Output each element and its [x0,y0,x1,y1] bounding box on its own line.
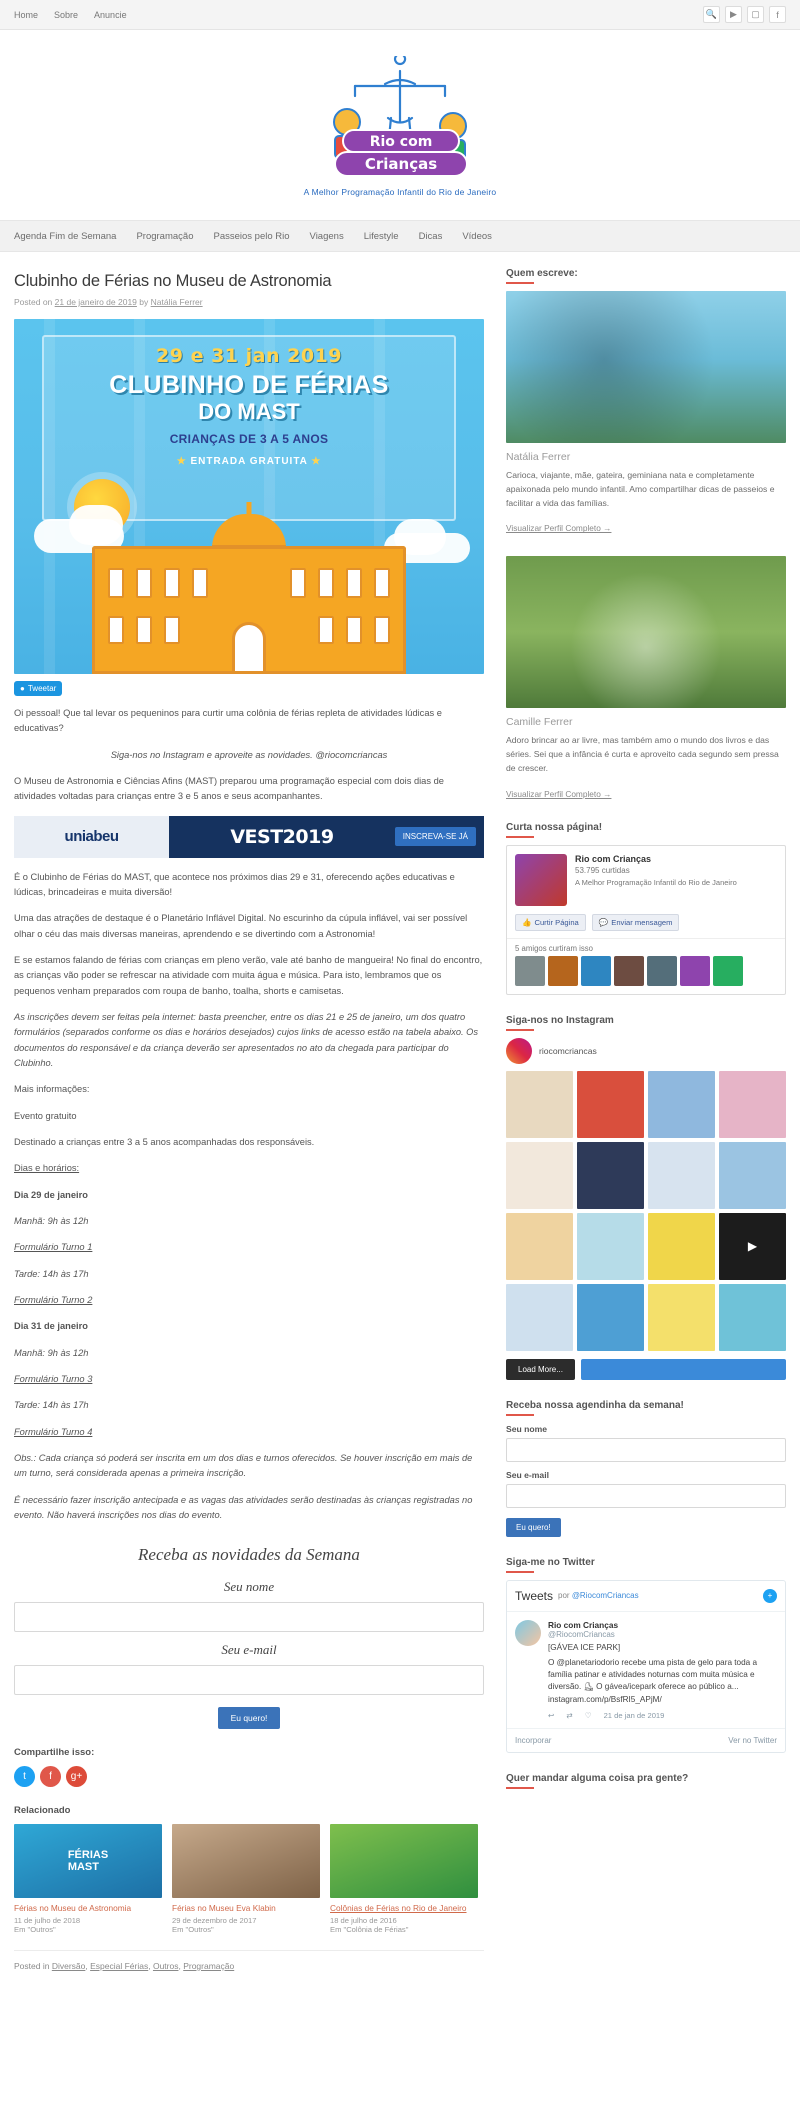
instagram-post[interactable] [506,1213,573,1280]
post-paragraph-5: E se estamos falando de férias com crianças em pleno verão, vale até banho de mangueira! No final do encontro, as crianças vão poder se refrescar na atividade com muita água e música. Para isto, lembramos que os pequenos venham preparados com roupa de banho, toalha, shorts e camisetas. [14,954,483,996]
instagram-post[interactable] [648,1284,715,1351]
post-meta-prefix: Posted on [14,297,53,307]
post-schedule-label: Dias e horários: [14,1163,80,1174]
museum-building-graphic [92,546,406,674]
instagram-heading: Siga-nos no Instagram [506,1015,786,1031]
sidebar-newsletter-form [506,1400,786,1537]
related-date: 11 de julho de 2018 [14,1915,81,1925]
twitter-widget [506,1557,786,1753]
schedule-day-2-morning: Manhã: 9h às 12h [14,1347,89,1358]
post-paragraph-2: O Museu de Astronomia e Ciências Afins (MAST) preparou uma programação especial com dois dias de atividades voltadas para crianças entre 3 e 5 anos e seus acompanhantes. [14,775,444,802]
related-title[interactable]: Férias no Museu de Astronomia [14,1903,132,1914]
post-featured-image [14,319,484,674]
post-author-link[interactable]: Natália Ferrer [150,297,203,307]
page-title: Clubinho de Férias no Museu de Astronomia [14,272,332,290]
instagram-grid [506,1071,786,1351]
instagram-post[interactable] [577,1071,644,1138]
christ-redeemer-logo-icon [285,56,515,181]
related-card[interactable] [172,1824,320,1934]
ad-brand [14,816,169,858]
author-photo-camille [506,556,786,708]
thumbs-up-icon: 👍 [522,917,532,927]
facebook-widget [506,822,786,995]
share-label: Compartilhe isso: [14,1747,95,1759]
related-title[interactable]: Férias no Museu Eva Klabin [172,1903,276,1914]
sidebar-newsletter-submit-button[interactable]: Eu quero! [506,1518,561,1537]
flyer-line-4-text: ENTRADA GRATUITA [190,455,308,467]
related-date: 18 de julho de 2016 [330,1915,397,1925]
authors-widget [506,268,786,536]
post-event-free: Evento gratuito [14,1110,77,1121]
instagram-follow-bar[interactable] [581,1359,786,1380]
instagram-post[interactable] [577,1284,644,1351]
contact-widget [506,1773,786,1789]
related-date: 29 de dezembro de 2017 [172,1915,257,1925]
facebook-friends-text: 5 amigos curtiram isso [507,938,785,956]
author-bio: Adoro brincar ao ar livre, mas também amo o mundo dos livros e das séries. Sei que a infância é curta e aproveito cada segundo sem pressa de crescer. [506,735,779,773]
flyer-line-2: DO MAST [198,398,300,424]
facebook-page-name: Rio com Crianças [575,853,652,864]
twitter-heading: Siga-me no Twitter [506,1557,786,1573]
related-label: Relacionado [14,1805,71,1817]
post-paragraph-inscricoes: As inscrições devem ser feitas pela internet: basta preencher, entre os dias 21 e 25 de janeiro, um dos quatro formulários (separados conforme os dias e horários desejados) cujos links de acesso estão na tabela abaixo. Os documentos do responsável e da criança deverão ser apresentados no ato da chegada para participar do Clubinho. [14,1011,479,1068]
category-link-programacao[interactable]: Programação [183,1960,235,1971]
twitter-icon[interactable]: t [14,1766,35,1787]
tweet-text: O @planetariodorio recebe uma pista de gelo para toda a família patinar e atividades noturnas com muita música e diversão. ⛸ O gávea/icepark oferece ao público a... instagram.com/p/BsfRI5_APjM/ [548,1657,758,1704]
newsletter-email-input[interactable] [14,1665,484,1695]
nav-lifestyle[interactable]: Lifestyle [363,230,399,242]
post-target-audience: Destinado a crianças entre 3 a 5 anos acompanhadas dos responsáveis. [14,1136,315,1147]
newsletter-email-label: Seu e-mail [221,1642,277,1658]
instagram-avatar [506,1038,532,1064]
nav-agenda-fim-de-semana[interactable]: Agenda Fim de Semana [14,230,117,242]
instagram-post[interactable] [577,1213,644,1280]
related-category: Em "Outros" [14,1924,56,1934]
category-link-especial-ferias[interactable]: Especial Férias [90,1960,149,1971]
schedule-form-link-1[interactable]: Formulário Turno 1 [14,1242,93,1253]
tweet-author-name: Rio com Crianças [548,1619,619,1630]
twitter-bird-icon: ● [20,684,25,693]
instagram-icon[interactable]: ▢ [747,6,764,23]
top-nav [14,10,127,20]
newsletter-heading: Receba as novidades da Semana [138,1545,360,1565]
related-posts [14,1824,484,1934]
tweet-tag: [GÁVEA ICE PARK] [548,1642,621,1652]
site-tagline: A Melhor Programação Infantil do Rio de Janeiro [303,187,497,197]
schedule-day-1-morning: Manhã: 9h às 12h [14,1215,89,1226]
avatar [515,1620,541,1646]
post-paragraph-4: Uma das atrações de destaque é o Planetário Inflável Digital. No escurinho da cúpula inflável, vai ser possível olhar o céu das mais diversas maneiras, aprendendo e se divertindo com a Astronomia! [14,913,468,939]
nav-viagens[interactable]: Viagens [309,230,344,242]
related-category: Em "Colônia de Férias" [330,1924,409,1934]
related-card[interactable] [14,1824,162,1934]
instagram-post[interactable] [719,1071,786,1138]
sidebar-newsletter-email-input[interactable] [506,1484,786,1508]
tweet-item [507,1611,785,1728]
schedule-day-2: Dia 31 de janeiro [14,1321,88,1332]
twitter-view-link[interactable]: Ver no Twitter [728,1735,777,1745]
category-link-diversao[interactable]: Diversão [51,1960,86,1971]
ad-brand-label: uniabeu [64,828,119,846]
post-paragraph-instagram: Siga-nos no Instagram e aproveite as novidades. @riocomcriancas [110,749,388,760]
post-meta-by: by [139,297,149,307]
twitter-handle-link[interactable]: @RiocomCriancas [571,1591,639,1600]
facebook-page-subtitle: A Melhor Programação Infantil do Rio de Janeiro [575,877,737,887]
flyer-line-3: CRIANÇAS DE 3 A 5 ANOS [169,431,329,446]
ad-cta-button[interactable]: INSCREVA-SE JÁ [395,827,476,846]
instagram-post[interactable] [506,1284,573,1351]
instagram-post[interactable] [648,1071,715,1138]
sidebar-newsletter-name-label: Seu nome [506,1423,548,1434]
avatar [515,956,545,986]
avatar [647,956,677,986]
top-nav-anuncie[interactable]: Anuncie [94,9,127,20]
post-date[interactable]: 21 de janeiro de 2019 [54,297,137,307]
twitter-by-label: por [558,1591,570,1600]
facebook-heading: Curta nossa página! [506,822,786,838]
instagram-widget [506,1015,786,1380]
authors-heading: Quem escreve: [506,268,786,284]
newsletter-name-input[interactable] [14,1602,484,1632]
schedule-day-1: Dia 29 de janeiro [14,1189,88,1200]
facebook-message-button[interactable] [592,914,680,931]
contact-heading: Quer mandar alguma coisa pra gente? [506,1773,786,1789]
newsletter-submit-button[interactable]: Eu quero! [218,1707,281,1729]
instagram-post[interactable] [719,1142,786,1209]
facebook-page-avatar [515,854,567,906]
advertisement-banner[interactable] [14,816,484,858]
search-icon[interactable]: 🔍 [703,6,720,23]
twitter-embed-link[interactable]: Incorporar [515,1735,552,1745]
avatar [548,956,578,986]
author-profile-link[interactable]: Visualizar Perfil Completo → [506,523,612,534]
svg-text:Crianças: Crianças [364,155,438,173]
related-title[interactable]: Colônias de Férias no Rio de Janeiro [330,1903,467,1914]
author-name: Camille Ferrer [506,716,573,729]
schedule-form-link-3[interactable]: Formulário Turno 3 [14,1373,93,1384]
author-photo-natalia [506,291,786,443]
top-nav-sobre[interactable]: Sobre [54,9,79,20]
related-thumbnail [172,1824,320,1898]
tweet-author-handle: @RiocomCriancas [548,1629,615,1639]
main-content [14,268,484,1981]
top-nav-home[interactable]: Home [14,9,39,20]
instagram-post[interactable] [648,1142,715,1209]
tweet-button[interactable] [14,681,62,696]
google-plus-icon[interactable]: g+ [66,1766,87,1787]
main-nav [0,220,800,252]
instagram-post[interactable] [506,1071,573,1138]
svg-text:Rio com: Rio com [369,134,433,150]
related-category: Em "Outros" [172,1924,214,1934]
author-profile-link[interactable]: Visualizar Perfil Completo → [506,788,612,799]
tweet-button-label: Tweetar [27,684,57,693]
sidebar [506,268,786,1981]
facebook-friend-avatars [507,956,785,994]
avatar [614,956,644,986]
top-social-links [703,6,786,23]
related-thumbnail [330,1824,478,1898]
schedule-form-link-2[interactable]: Formulário Turno 2 [14,1294,93,1305]
post-categories: Posted in Diversão, Especial Férias, Outros, Programação [14,1950,484,1971]
post-more-info: Mais informações: [14,1084,90,1095]
sidebar-newsletter-name-input[interactable] [506,1438,786,1462]
sidebar-newsletter-email-label: Seu e-mail [506,1469,549,1480]
author-bio: Carioca, viajante, mãe, gateira, geminiana nata e completamente apaixonada pelo mundo infantil. Amo compartilhar dicas de passeios e facilitar a vida das famílias. [506,470,775,508]
author-widget-camille [506,556,786,801]
author-name: Natália Ferrer [506,451,571,463]
ad-title: VEST2019 [230,825,334,848]
facebook-message-button-label: Enviar mensagem [611,917,673,927]
newsletter-form [14,1545,484,1729]
avatar [581,956,611,986]
site-logo[interactable] [275,56,525,197]
reply-icon[interactable]: ↩ [548,1710,555,1720]
nav-passeios-pelo-rio[interactable]: Passeios pelo Rio [213,230,290,242]
retweet-icon[interactable]: ⇄ [566,1710,573,1720]
tweet-date: 21 de jan de 2019 [603,1710,665,1720]
top-bar [0,0,800,30]
post-note: É necessário fazer inscrição antecipada e as vagas das atividades serão destinadas às crianças registradas no evento. Não haverá inscrições nos dias do evento. [14,1494,473,1520]
related-thumbnail: FÉRIAS MAST [14,1824,162,1898]
schedule-day-1-afternoon: Tarde: 14h às 17h [14,1268,89,1279]
flyer-line-4: ★ ENTRADA GRATUITA ★ [176,455,322,467]
like-icon[interactable]: ♡ [584,1710,592,1720]
facebook-like-button[interactable] [515,914,586,931]
instagram-post[interactable] [577,1142,644,1209]
instagram-load-more-button[interactable]: Load More... [506,1359,575,1380]
avatar [713,956,743,986]
post-categories-prefix: Posted in [14,1960,50,1971]
newsletter-name-label: Seu nome [223,1579,275,1595]
category-link-outros[interactable]: Outros [152,1960,179,1971]
instagram-video-post[interactable]: ▶ [719,1213,786,1280]
youtube-icon[interactable]: ▶ [725,6,742,23]
schedule-day-2-afternoon: Tarde: 14h às 17h [14,1400,89,1411]
facebook-icon[interactable]: f [769,6,786,23]
flyer-line-1: CLUBINHO DE FÉRIAS [109,371,389,399]
instagram-username[interactable]: riocomcriancas [539,1045,597,1056]
post-paragraph-3: É o Clubinho de Férias do MAST, que acontece nos próximos dias 29 e 31, oferecendo ações educativas e lúdicas, brincadeiras e muita diversão! [14,871,455,897]
post-observation: Obs.: Cada criança só poderá ser inscrita em um dos dias e turnos oferecidos. Se houver inscrição em mais de um turno, será considerada apenas a primeira inscrição. [14,1452,473,1479]
facebook-like-button-label: Curtir Página [534,917,579,927]
nav-videos[interactable]: Vídeos [462,230,492,242]
facebook-like-count: 53.795 curtidas [575,865,630,875]
instagram-post[interactable] [719,1284,786,1351]
schedule-form-link-4[interactable]: Formulário Turno 4 [14,1426,93,1437]
avatar [680,956,710,986]
instagram-post[interactable] [506,1142,573,1209]
chat-bubble-icon: 💬 [598,917,609,927]
share-buttons [14,1766,484,1787]
instagram-post[interactable] [648,1213,715,1280]
nav-programacao[interactable]: Programação [136,230,194,242]
twitter-widget-title: Tweets [515,1588,554,1603]
twitter-follow-icon[interactable]: + [763,1589,777,1603]
post-paragraph-1: Oi pessoal! Que tal levar os pequeninos para curtir uma colônia de férias repleta de atividades lúdicas e educativas? [14,708,442,734]
flyer-date: 29 e 31 jan 2019 [156,345,342,367]
post-meta [14,297,484,307]
facebook-icon[interactable]: f [40,1766,61,1787]
nav-dicas[interactable]: Dicas [418,230,443,242]
site-header [0,30,800,220]
sidebar-newsletter-heading: Receba nossa agendinha da semana! [506,1400,786,1416]
related-card[interactable] [330,1824,478,1934]
